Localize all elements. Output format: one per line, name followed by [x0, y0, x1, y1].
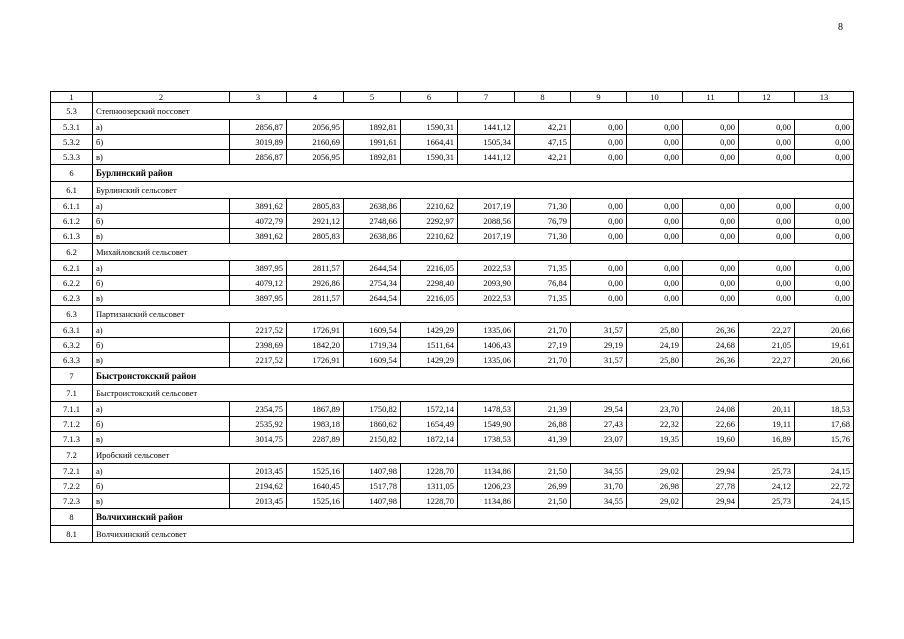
value-cell: 21,70 — [515, 353, 571, 368]
value-cell: 2926,86 — [287, 276, 344, 291]
value-cell: 2754,34 — [344, 276, 401, 291]
value-cell: 1228,70 — [401, 464, 458, 479]
value-cell: 3897,95 — [230, 261, 287, 276]
value-cell: 1726,91 — [287, 353, 344, 368]
value-cell: 19,60 — [683, 432, 739, 447]
value-cell: 2298,40 — [401, 276, 458, 291]
value-cell: 29,94 — [683, 494, 739, 509]
district-name: Быстроистокский район — [93, 368, 854, 385]
value-cell: 0,00 — [739, 214, 795, 229]
value-cell: 20,66 — [795, 323, 854, 338]
council-name: Степноозерский поссовет — [93, 103, 854, 120]
value-cell: 0,00 — [739, 150, 795, 165]
value-cell: 1590,31 — [401, 120, 458, 135]
value-cell: 4079,12 — [230, 276, 287, 291]
value-cell: 0,00 — [683, 276, 739, 291]
value-cell: 1478,53 — [458, 402, 515, 417]
value-cell: 2805,83 — [287, 199, 344, 214]
value-cell: 1983,18 — [287, 417, 344, 432]
value-cell: 1407,98 — [344, 494, 401, 509]
row-number: 6.2 — [51, 244, 93, 261]
column-header: 3 — [230, 92, 287, 103]
row-number: 5.3 — [51, 103, 93, 120]
value-cell: 1738,53 — [458, 432, 515, 447]
value-cell: 76,79 — [515, 214, 571, 229]
value-cell: 0,00 — [683, 120, 739, 135]
council-section-row — [51, 182, 854, 199]
value-cell: 0,00 — [683, 291, 739, 306]
value-cell: 25,73 — [739, 494, 795, 509]
table-row — [51, 120, 854, 135]
value-cell: 2210,62 — [401, 199, 458, 214]
table-row — [51, 150, 854, 165]
table-row — [51, 276, 854, 291]
value-cell: 1609,54 — [344, 353, 401, 368]
value-cell: 2056,95 — [287, 120, 344, 135]
table-row — [51, 353, 854, 368]
row-number: 5.3.2 — [51, 135, 93, 150]
value-cell: 71,35 — [515, 291, 571, 306]
value-cell: 1726,91 — [287, 323, 344, 338]
value-cell: 2194,62 — [230, 479, 287, 494]
value-cell: 25,73 — [739, 464, 795, 479]
table-row — [51, 479, 854, 494]
page-number: 8 — [838, 22, 843, 33]
variant-label: б) — [93, 479, 230, 494]
value-cell: 1311,05 — [401, 479, 458, 494]
table-row — [51, 432, 854, 447]
district-section-row — [51, 165, 854, 182]
column-header: 11 — [683, 92, 739, 103]
row-number: 6.3.2 — [51, 338, 93, 353]
value-cell: 0,00 — [795, 291, 854, 306]
value-cell: 0,00 — [571, 135, 627, 150]
table-row — [51, 402, 854, 417]
variant-label: б) — [93, 338, 230, 353]
value-cell: 2535,92 — [230, 417, 287, 432]
value-cell: 1335,06 — [458, 323, 515, 338]
value-cell: 2287,89 — [287, 432, 344, 447]
value-cell: 24,12 — [739, 479, 795, 494]
value-cell: 2354,75 — [230, 402, 287, 417]
table-row — [51, 417, 854, 432]
value-cell: 0,00 — [683, 150, 739, 165]
council-section-row — [51, 526, 854, 543]
table-row — [51, 338, 854, 353]
value-cell: 21,50 — [515, 464, 571, 479]
value-cell: 2856,87 — [230, 120, 287, 135]
value-cell: 1549,90 — [458, 417, 515, 432]
value-cell: 0,00 — [571, 150, 627, 165]
value-cell: 0,00 — [795, 199, 854, 214]
value-cell: 1407,98 — [344, 464, 401, 479]
row-number: 6.1 — [51, 182, 93, 199]
value-cell: 0,00 — [739, 135, 795, 150]
council-section-row — [51, 385, 854, 402]
value-cell: 23,07 — [571, 432, 627, 447]
table-row — [51, 214, 854, 229]
row-number: 7.2.1 — [51, 464, 93, 479]
value-cell: 22,27 — [739, 323, 795, 338]
district-name: Волчихинский район — [93, 509, 854, 526]
variant-label: б) — [93, 276, 230, 291]
row-number: 8 — [51, 509, 93, 526]
value-cell: 2210,62 — [401, 229, 458, 244]
value-cell: 1406,43 — [458, 338, 515, 353]
row-number: 6.3.1 — [51, 323, 93, 338]
value-cell: 47,15 — [515, 135, 571, 150]
row-number: 8.1 — [51, 526, 93, 543]
value-cell: 1134,86 — [458, 464, 515, 479]
value-cell: 0,00 — [739, 120, 795, 135]
column-header: 5 — [344, 92, 401, 103]
value-cell: 26,88 — [515, 417, 571, 432]
value-cell: 19,61 — [795, 338, 854, 353]
value-cell: 24,15 — [795, 464, 854, 479]
value-cell: 1517,78 — [344, 479, 401, 494]
value-cell: 71,35 — [515, 261, 571, 276]
value-cell: 0,00 — [571, 214, 627, 229]
column-header: 4 — [287, 92, 344, 103]
value-cell: 21,70 — [515, 323, 571, 338]
value-cell: 0,00 — [683, 261, 739, 276]
value-cell: 0,00 — [571, 120, 627, 135]
value-cell: 2056,95 — [287, 150, 344, 165]
variant-label: б) — [93, 417, 230, 432]
value-cell: 42,21 — [515, 150, 571, 165]
value-cell: 2088,56 — [458, 214, 515, 229]
row-number: 7.1 — [51, 385, 93, 402]
value-cell: 20,11 — [739, 402, 795, 417]
value-cell: 20,66 — [795, 353, 854, 368]
column-header: 2 — [93, 92, 230, 103]
variant-label: в) — [93, 353, 230, 368]
value-cell: 2017,19 — [458, 199, 515, 214]
value-cell: 1609,54 — [344, 323, 401, 338]
value-cell: 1664,41 — [401, 135, 458, 150]
value-cell: 34,55 — [571, 494, 627, 509]
value-cell: 3891,62 — [230, 199, 287, 214]
value-cell: 2017,19 — [458, 229, 515, 244]
row-number: 7 — [51, 368, 93, 385]
value-cell: 0,00 — [627, 276, 683, 291]
column-header: 10 — [627, 92, 683, 103]
council-section-row — [51, 447, 854, 464]
value-cell: 2013,45 — [230, 464, 287, 479]
value-cell: 0,00 — [795, 261, 854, 276]
value-cell: 21,39 — [515, 402, 571, 417]
value-cell: 16,89 — [739, 432, 795, 447]
column-header: 1 — [51, 92, 93, 103]
column-header: 8 — [515, 92, 571, 103]
value-cell: 2160,69 — [287, 135, 344, 150]
column-header: 9 — [571, 92, 627, 103]
value-cell: 2921,12 — [287, 214, 344, 229]
row-number: 6.2.2 — [51, 276, 93, 291]
value-cell: 19,35 — [627, 432, 683, 447]
row-number: 6 — [51, 165, 93, 182]
council-section-row — [51, 306, 854, 323]
variant-label: б) — [93, 135, 230, 150]
value-cell: 1441,12 — [458, 150, 515, 165]
table-row — [51, 464, 854, 479]
value-cell: 0,00 — [627, 135, 683, 150]
council-section-row — [51, 244, 854, 261]
value-cell: 1134,86 — [458, 494, 515, 509]
variant-label: в) — [93, 291, 230, 306]
value-cell: 0,00 — [795, 276, 854, 291]
value-cell: 15,76 — [795, 432, 854, 447]
row-number: 6.1.3 — [51, 229, 93, 244]
value-cell: 0,00 — [683, 199, 739, 214]
value-cell: 29,19 — [571, 338, 627, 353]
value-cell: 24,15 — [795, 494, 854, 509]
variant-label: в) — [93, 150, 230, 165]
value-cell: 25,80 — [627, 353, 683, 368]
value-cell: 24,08 — [683, 402, 739, 417]
value-cell: 0,00 — [571, 199, 627, 214]
value-cell: 0,00 — [627, 120, 683, 135]
value-cell: 2022,53 — [458, 261, 515, 276]
value-cell: 0,00 — [683, 214, 739, 229]
value-cell: 1525,16 — [287, 494, 344, 509]
value-cell: 1572,14 — [401, 402, 458, 417]
value-cell: 26,36 — [683, 353, 739, 368]
value-cell: 27,43 — [571, 417, 627, 432]
row-number: 7.2.3 — [51, 494, 93, 509]
value-cell: 2805,83 — [287, 229, 344, 244]
value-cell: 29,02 — [627, 494, 683, 509]
value-cell: 2292,97 — [401, 214, 458, 229]
value-cell: 31,57 — [571, 353, 627, 368]
table-row — [51, 494, 854, 509]
variant-label: б) — [93, 214, 230, 229]
value-cell: 2216,05 — [401, 291, 458, 306]
value-cell: 17,68 — [795, 417, 854, 432]
value-cell: 3891,62 — [230, 229, 287, 244]
row-number: 5.3.3 — [51, 150, 93, 165]
value-cell: 22,32 — [627, 417, 683, 432]
row-number: 6.1.1 — [51, 199, 93, 214]
value-cell: 0,00 — [739, 261, 795, 276]
value-cell: 2022,53 — [458, 291, 515, 306]
value-cell: 0,00 — [795, 150, 854, 165]
value-cell: 0,00 — [683, 135, 739, 150]
value-cell: 1429,29 — [401, 353, 458, 368]
table-row — [51, 291, 854, 306]
variant-label: а) — [93, 323, 230, 338]
variant-label: а) — [93, 464, 230, 479]
table-row — [51, 135, 854, 150]
column-header: 12 — [739, 92, 795, 103]
value-cell: 27,78 — [683, 479, 739, 494]
value-cell: 21,05 — [739, 338, 795, 353]
value-cell: 26,98 — [627, 479, 683, 494]
value-cell: 2644,54 — [344, 291, 401, 306]
row-number: 7.1.2 — [51, 417, 93, 432]
table-row — [51, 323, 854, 338]
value-cell: 0,00 — [627, 229, 683, 244]
value-cell: 0,00 — [571, 261, 627, 276]
table-body — [51, 92, 854, 543]
row-number: 6.2.1 — [51, 261, 93, 276]
value-cell: 0,00 — [795, 229, 854, 244]
value-cell: 1640,45 — [287, 479, 344, 494]
value-cell: 71,30 — [515, 229, 571, 244]
variant-label: в) — [93, 432, 230, 447]
value-cell: 0,00 — [683, 229, 739, 244]
value-cell: 23,70 — [627, 402, 683, 417]
value-cell: 1429,29 — [401, 323, 458, 338]
value-cell: 22,27 — [739, 353, 795, 368]
value-cell: 0,00 — [739, 276, 795, 291]
district-section-row — [51, 368, 854, 385]
variant-label: а) — [93, 199, 230, 214]
value-cell: 2150,82 — [344, 432, 401, 447]
value-cell: 1511,64 — [401, 338, 458, 353]
council-name: Бурлинский сельсовет — [93, 182, 854, 199]
column-header: 7 — [458, 92, 515, 103]
value-cell: 42,21 — [515, 120, 571, 135]
council-name: Партизанский сельсовет — [93, 306, 854, 323]
value-cell: 1505,34 — [458, 135, 515, 150]
value-cell: 2398,69 — [230, 338, 287, 353]
value-cell: 1654,49 — [401, 417, 458, 432]
row-number: 6.3.3 — [51, 353, 93, 368]
value-cell: 2216,05 — [401, 261, 458, 276]
value-cell: 24,68 — [683, 338, 739, 353]
value-cell: 1335,06 — [458, 353, 515, 368]
value-cell: 2217,52 — [230, 323, 287, 338]
value-cell: 22,72 — [795, 479, 854, 494]
column-header: 13 — [795, 92, 854, 103]
value-cell: 1228,70 — [401, 494, 458, 509]
value-cell: 0,00 — [627, 261, 683, 276]
value-cell: 2811,57 — [287, 261, 344, 276]
value-cell: 0,00 — [795, 135, 854, 150]
value-cell: 19,11 — [739, 417, 795, 432]
variant-label: а) — [93, 120, 230, 135]
value-cell: 0,00 — [739, 291, 795, 306]
value-cell: 31,70 — [571, 479, 627, 494]
row-number: 6.2.3 — [51, 291, 93, 306]
value-cell: 18,53 — [795, 402, 854, 417]
value-cell: 2217,52 — [230, 353, 287, 368]
table-row — [51, 199, 854, 214]
value-cell: 2638,86 — [344, 199, 401, 214]
value-cell: 3897,95 — [230, 291, 287, 306]
row-number: 7.2.2 — [51, 479, 93, 494]
value-cell: 1590,31 — [401, 150, 458, 165]
value-cell: 0,00 — [739, 199, 795, 214]
table-header-row — [51, 92, 854, 103]
district-section-row — [51, 509, 854, 526]
council-name: Быстроистокский сельсовет — [93, 385, 854, 402]
value-cell: 0,00 — [627, 199, 683, 214]
value-cell: 1719,34 — [344, 338, 401, 353]
data-table — [50, 91, 854, 543]
row-number: 7.2 — [51, 447, 93, 464]
value-cell: 0,00 — [739, 229, 795, 244]
value-cell: 1206,23 — [458, 479, 515, 494]
value-cell: 1872,14 — [401, 432, 458, 447]
value-cell: 26,36 — [683, 323, 739, 338]
column-header: 6 — [401, 92, 458, 103]
value-cell: 1867,89 — [287, 402, 344, 417]
table-row — [51, 261, 854, 276]
table-row — [51, 229, 854, 244]
value-cell: 0,00 — [571, 276, 627, 291]
value-cell: 2811,57 — [287, 291, 344, 306]
value-cell: 1892,81 — [344, 150, 401, 165]
value-cell: 22,66 — [683, 417, 739, 432]
value-cell: 29,54 — [571, 402, 627, 417]
value-cell: 0,00 — [627, 214, 683, 229]
value-cell: 0,00 — [627, 150, 683, 165]
value-cell: 3019,89 — [230, 135, 287, 150]
value-cell: 1750,82 — [344, 402, 401, 417]
value-cell: 0,00 — [571, 291, 627, 306]
row-number: 7.1.3 — [51, 432, 93, 447]
value-cell: 31,57 — [571, 323, 627, 338]
value-cell: 2644,54 — [344, 261, 401, 276]
value-cell: 34,55 — [571, 464, 627, 479]
value-cell: 25,80 — [627, 323, 683, 338]
row-number: 5.3.1 — [51, 120, 93, 135]
value-cell: 21,50 — [515, 494, 571, 509]
row-number: 7.1.1 — [51, 402, 93, 417]
council-name: Михайловский сельсовет — [93, 244, 854, 261]
value-cell: 76,84 — [515, 276, 571, 291]
variant-label: а) — [93, 402, 230, 417]
value-cell: 0,00 — [627, 291, 683, 306]
value-cell: 2013,45 — [230, 494, 287, 509]
variant-label: в) — [93, 229, 230, 244]
value-cell: 2093,90 — [458, 276, 515, 291]
council-section-row — [51, 103, 854, 120]
value-cell: 29,94 — [683, 464, 739, 479]
variant-label: а) — [93, 261, 230, 276]
value-cell: 2638,86 — [344, 229, 401, 244]
row-number: 6.3 — [51, 306, 93, 323]
district-name: Бурлинский район — [93, 165, 854, 182]
value-cell: 27,19 — [515, 338, 571, 353]
value-cell: 24,19 — [627, 338, 683, 353]
value-cell: 1991,61 — [344, 135, 401, 150]
value-cell: 0,00 — [795, 120, 854, 135]
value-cell: 1441,12 — [458, 120, 515, 135]
council-name: Волчихинский сельсовет — [93, 526, 854, 543]
value-cell: 2856,87 — [230, 150, 287, 165]
value-cell: 41,39 — [515, 432, 571, 447]
variant-label: в) — [93, 494, 230, 509]
value-cell: 0,00 — [795, 214, 854, 229]
value-cell: 4072,79 — [230, 214, 287, 229]
value-cell: 1892,81 — [344, 120, 401, 135]
value-cell: 1842,20 — [287, 338, 344, 353]
value-cell: 1860,62 — [344, 417, 401, 432]
value-cell: 71,30 — [515, 199, 571, 214]
value-cell: 3014,75 — [230, 432, 287, 447]
council-name: Иробский сельсовет — [93, 447, 854, 464]
value-cell: 1525,16 — [287, 464, 344, 479]
value-cell: 2748,66 — [344, 214, 401, 229]
value-cell: 29,02 — [627, 464, 683, 479]
value-cell: 0,00 — [571, 229, 627, 244]
row-number: 6.1.2 — [51, 214, 93, 229]
value-cell: 26,99 — [515, 479, 571, 494]
